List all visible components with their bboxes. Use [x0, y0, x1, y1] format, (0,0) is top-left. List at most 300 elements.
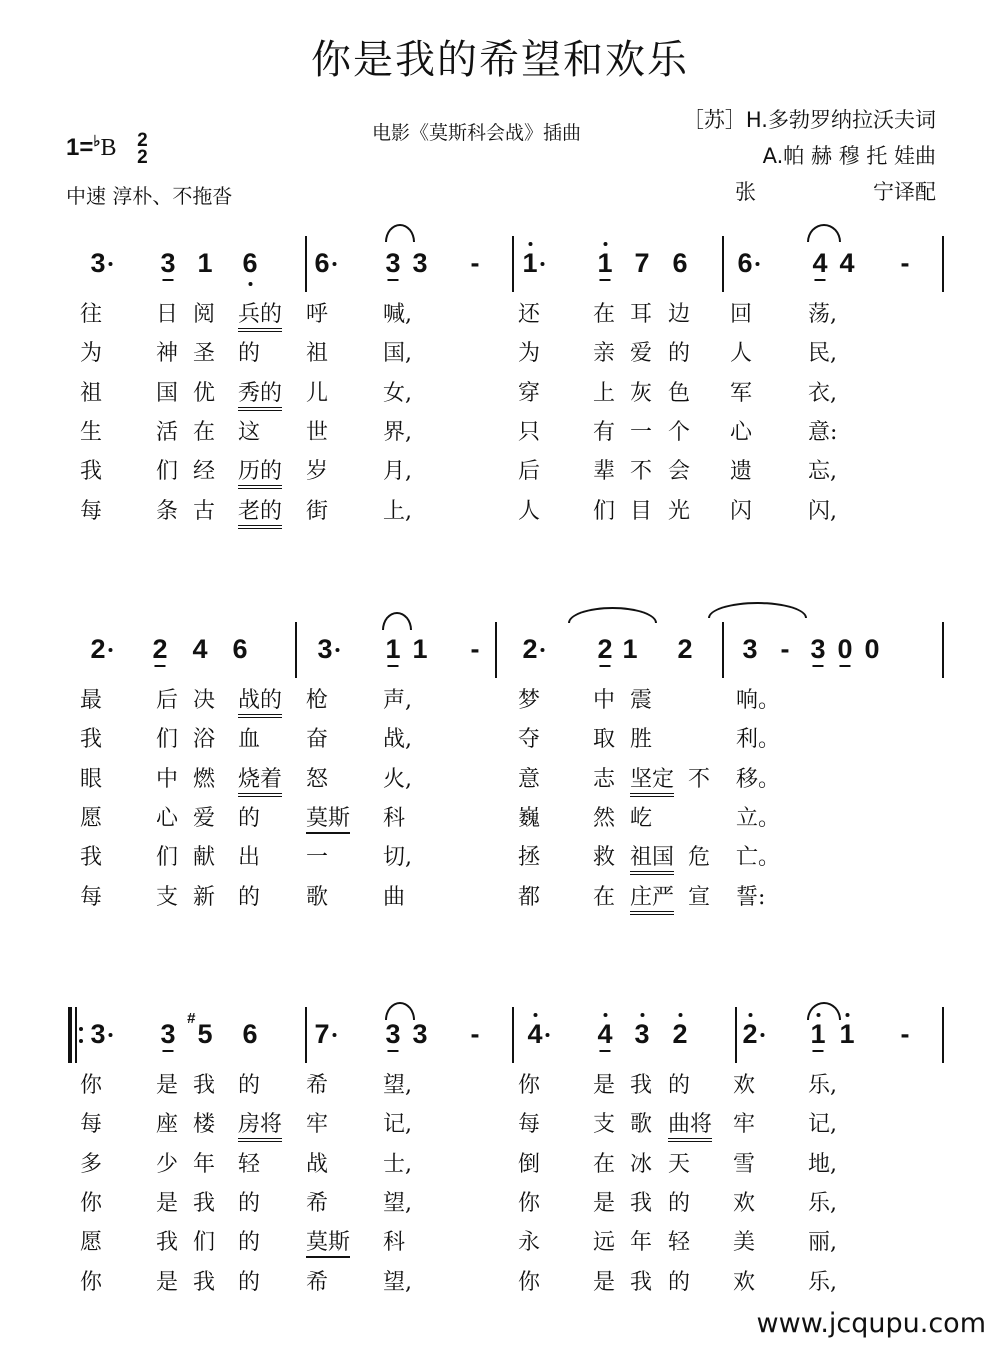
lyric-syllable: 后 [518, 459, 541, 485]
lyric-syllable: 怒 [306, 766, 329, 792]
note-dash [901, 1019, 910, 1049]
lyric-syllable: 色 [668, 380, 691, 406]
lyric-syllable: 民, [808, 341, 837, 367]
note [812, 248, 827, 278]
note [90, 634, 105, 664]
lyric-syllable: 望, [383, 1190, 412, 1216]
lyric-syllable: 界, [383, 419, 412, 445]
lyric-syllable: 年 [630, 1230, 653, 1256]
augmentation-dot [333, 262, 337, 266]
lyric-syllable: 是 [156, 1190, 179, 1216]
lyric-syllable: 我 [193, 1073, 216, 1098]
lyric-syllable: 望, [383, 1269, 412, 1295]
lyric-syllable: 志 [593, 766, 616, 792]
lyric-syllable: 是 [156, 1269, 179, 1295]
lyric-syllable: 倒 [518, 1151, 541, 1177]
barline [942, 622, 944, 678]
lyric-syllable: 们 [156, 845, 179, 871]
note-digit: 3 [160, 1019, 176, 1049]
lyric-syllable: 的 [668, 1190, 691, 1216]
lyric-syllable: 房将 [238, 1112, 282, 1142]
note-dash [471, 634, 480, 664]
lyric-syllable: 月, [383, 459, 412, 485]
composer-credit: A.帕 赫 穆 托 娃曲 [762, 144, 936, 168]
note-digit: 4 [597, 1019, 613, 1049]
note-digit: - [900, 248, 910, 278]
note [412, 248, 427, 278]
lyric-syllable: 不 [688, 766, 711, 792]
barline [495, 622, 497, 678]
lyric-syllable: 日 [156, 302, 179, 327]
lyric-syllable: 丽, [808, 1230, 837, 1256]
lyric-syllable: 亡。 [736, 845, 781, 871]
eighth-underline [387, 279, 398, 281]
lyric-syllable: 献 [193, 845, 216, 871]
high-octave-dot [603, 1013, 607, 1017]
lyric-syllable: 光 [668, 498, 691, 524]
note-digit: 1 [839, 1019, 855, 1049]
note [232, 634, 247, 664]
note-digit: 3 [385, 1019, 401, 1049]
note-digit: 1 [622, 634, 638, 664]
note-dash [471, 248, 480, 278]
lyric-syllable: 我 [80, 727, 103, 753]
note [412, 634, 427, 664]
lyric-syllable: 经 [193, 459, 216, 485]
lyric-syllable: 你 [518, 1073, 541, 1098]
lyric-syllable: 老的 [238, 499, 282, 529]
lyric-syllable: 支 [593, 1112, 616, 1138]
barline [942, 236, 944, 292]
lyric-syllable: 少 [156, 1151, 179, 1177]
source-note: 电影《莫斯科会战》插曲 [372, 122, 582, 144]
lyric-syllable: 的 [238, 884, 261, 910]
lyric-syllable: 们 [593, 498, 616, 524]
tie-arc [382, 612, 412, 630]
augmentation-dot [109, 1033, 113, 1037]
lyric-syllable: 美 [733, 1230, 756, 1256]
note [197, 248, 212, 278]
note-digit: 3 [412, 248, 428, 278]
note [242, 1019, 257, 1049]
note [742, 634, 757, 664]
lyric-syllable: 是 [593, 1190, 616, 1216]
lyric-syllable: 的 [238, 1269, 261, 1295]
note-digit: 6 [242, 248, 258, 278]
barline [512, 1007, 514, 1063]
note [839, 1019, 854, 1049]
lyric-syllable: 我 [630, 1073, 653, 1098]
lyric-syllable: 奋 [306, 727, 329, 753]
note [864, 634, 879, 664]
lyric-syllable: 我 [156, 1230, 179, 1256]
lyric-syllable: 耳 [630, 302, 653, 327]
eighth-underline [387, 1050, 398, 1052]
note [597, 248, 612, 278]
lyric-syllable: 宣 [688, 884, 711, 910]
lyric-syllable: 燃 [193, 766, 216, 792]
lyric-syllable: 人 [730, 341, 753, 367]
lyric-syllable: 喊, [383, 302, 412, 327]
eighth-underline [599, 665, 610, 667]
lyric-syllable: 会 [668, 459, 691, 485]
note-digit: 2 [677, 634, 693, 664]
eighth-underline [387, 665, 398, 667]
lyric-syllable: 声, [383, 688, 412, 713]
note [317, 634, 332, 664]
lyric-syllable: 雪 [733, 1151, 756, 1177]
lyric-syllable: 荡, [808, 302, 837, 327]
lyric-syllable: 呼 [306, 302, 329, 327]
lyric-syllable: 移。 [736, 766, 781, 792]
lyric-syllable: 这 [238, 419, 261, 445]
lyric-syllable: 愿 [80, 805, 103, 831]
flat-icon: ♭ [93, 133, 101, 150]
lyric-syllable: 枪 [306, 688, 329, 713]
tie-arc [807, 224, 841, 242]
lyric-syllable: 你 [80, 1269, 103, 1295]
lyric-syllable: 楼 [193, 1112, 216, 1138]
note-digit: 4 [812, 248, 828, 278]
lyric-syllable: 回 [730, 302, 753, 327]
note-digit: 3 [90, 248, 106, 278]
lyric-syllable: 希 [306, 1190, 329, 1216]
lyric-syllable: 烧着 [238, 767, 282, 797]
note-digit: 5 [197, 1019, 213, 1049]
lyric-syllable: 天 [668, 1151, 691, 1177]
note [839, 248, 854, 278]
barline [722, 622, 724, 678]
lyric-syllable: 曲将 [668, 1112, 712, 1142]
lyric-syllable: 的 [238, 1073, 261, 1098]
lyric-syllable: 我 [193, 1190, 216, 1216]
eighth-underline [154, 665, 165, 667]
note [160, 248, 175, 278]
note [522, 634, 537, 664]
key-prefix: 1= [66, 134, 94, 161]
lyric-syllable: 屹 [630, 805, 653, 831]
lyric-syllable: 往 [80, 302, 103, 327]
lyric-syllable: 眼 [80, 766, 103, 792]
lyric-syllable: 夺 [518, 727, 541, 753]
eighth-underline [812, 1050, 823, 1052]
lyric-syllable: 一 [630, 419, 653, 445]
note-digit: 6 [672, 248, 688, 278]
note [192, 634, 207, 664]
tie-arc [807, 1002, 841, 1020]
barline [942, 1007, 944, 1063]
lyric-syllable: 庄严 [630, 885, 674, 915]
lyric-syllable: 古 [193, 498, 216, 524]
lyric-syllable: 在 [193, 419, 216, 445]
lyric-syllable: 活 [156, 419, 179, 445]
note-digit: 6 [242, 1019, 258, 1049]
lyric-syllable: 忘, [808, 459, 837, 485]
lyric-syllable: 出 [238, 845, 261, 871]
eighth-underline [162, 1050, 173, 1052]
lyric-syllable: 的 [238, 1230, 261, 1256]
lyric-syllable: 遗 [730, 459, 753, 485]
lyric-syllable: 上, [383, 498, 412, 524]
lyric-syllable: 支 [156, 884, 179, 910]
key-signature [66, 130, 148, 166]
lyric-syllable: 永 [518, 1230, 541, 1256]
note-digit: 2 [672, 1019, 688, 1049]
lyric-syllable: 是 [156, 1073, 179, 1098]
lyric-syllable: 在 [593, 884, 616, 910]
note [385, 634, 400, 664]
lyric-syllable: 立。 [736, 805, 781, 831]
note [385, 1019, 400, 1049]
high-octave-dot [603, 242, 607, 246]
lyric-syllable: 军 [730, 380, 753, 406]
lyric-syllable: 年 [193, 1151, 216, 1177]
lyric-syllable: 一 [306, 845, 329, 871]
lyric-syllable: 后 [156, 688, 179, 713]
lyric-syllable: 愿 [80, 1230, 103, 1256]
tie-arc [385, 224, 415, 242]
lyric-syllable: 的 [668, 341, 691, 367]
lyric-syllable: 为 [80, 341, 103, 367]
lyric-syllable: 救 [593, 845, 616, 871]
lyric-syllable: 我 [193, 1269, 216, 1295]
time-signature [137, 129, 148, 168]
note [412, 1019, 427, 1049]
lyric-syllable: 乐, [808, 1269, 837, 1295]
note [672, 1019, 687, 1049]
lyric-syllable: 都 [518, 884, 541, 910]
note [522, 248, 537, 278]
note-digit: 6 [314, 248, 330, 278]
lyric-syllable: 决 [193, 688, 216, 713]
lyric-syllable: 中 [593, 688, 616, 713]
lyric-syllable: 优 [193, 380, 216, 406]
lyric-syllable: 目 [630, 498, 653, 524]
lyric-syllable: 乐, [808, 1190, 837, 1216]
lyric-syllable: 希 [306, 1269, 329, 1295]
lyric-syllable: 科 [383, 805, 406, 831]
lyric-syllable: 欢 [733, 1073, 756, 1098]
note-digit: - [470, 248, 480, 278]
note-digit: 2 [152, 634, 168, 664]
augmentation-dot [109, 262, 113, 266]
augmentation-dot [333, 1033, 337, 1037]
lyric-syllable: 欢 [733, 1269, 756, 1295]
time-bottom: 2 [137, 146, 148, 168]
note [90, 1019, 105, 1049]
low-octave-dot [248, 282, 252, 286]
lyric-syllable: 们 [193, 1230, 216, 1256]
lyricist-credit: ［苏］H.多勃罗纳拉沃夫词 [682, 108, 936, 132]
augmentation-dot [546, 1033, 550, 1037]
lyric-syllable: 上 [593, 380, 616, 406]
lyric-syllable: 莫斯 [306, 806, 350, 834]
high-octave-dot [845, 1013, 849, 1017]
lyric-syllable: 火, [383, 766, 412, 792]
lyric-syllable: 坚定 [630, 767, 674, 797]
note [810, 634, 825, 664]
note-digit: 3 [317, 634, 333, 664]
note-digit: 3 [90, 1019, 106, 1049]
lyric-syllable: 每 [80, 498, 103, 524]
lyric-syllable: 历的 [238, 459, 282, 489]
note-dash [471, 1019, 480, 1049]
note [622, 634, 637, 664]
note-digit: 0 [837, 634, 853, 664]
note [160, 1019, 175, 1049]
note-digit: 2 [597, 634, 613, 664]
lyric-syllable: 们 [156, 727, 179, 753]
tempo-marking: 中速 淳朴、不拖沓 [66, 184, 233, 208]
note [242, 248, 257, 278]
note-digit: 3 [412, 1019, 428, 1049]
lyric-syllable: 每 [518, 1112, 541, 1138]
tie-arc [568, 607, 657, 623]
lyric-syllable: 穿 [518, 380, 541, 406]
augmentation-dot [541, 262, 545, 266]
augmentation-dot [541, 648, 545, 652]
tie-arc [385, 1002, 415, 1020]
lyric-syllable: 的 [668, 1073, 691, 1098]
lyric-syllable: 响。 [736, 688, 781, 713]
lyric-syllable: 牢 [306, 1112, 329, 1138]
eighth-underline [814, 279, 825, 281]
lyric-syllable: 秀的 [238, 381, 282, 411]
lyric-syllable: 的 [668, 1269, 691, 1295]
lyric-syllable: 科 [383, 1230, 406, 1256]
note-digit: - [470, 1019, 480, 1049]
time-top: 2 [137, 129, 148, 151]
lyric-syllable: 还 [518, 302, 541, 327]
lyric-syllable: 牢 [733, 1112, 756, 1138]
note-digit: 1 [597, 248, 613, 278]
lyric-syllable: 意: [808, 419, 838, 445]
note [187, 1010, 213, 1049]
note-digit: 3 [810, 634, 826, 664]
note-digit: 6 [737, 248, 753, 278]
lyric-syllable: 闪, [808, 498, 837, 524]
lyric-syllable: 在 [593, 302, 616, 327]
lyric-syllable: 最 [80, 688, 103, 713]
lyric-syllable: 你 [80, 1073, 103, 1098]
lyric-syllable: 人 [518, 498, 541, 524]
note [597, 1019, 612, 1049]
lyric-syllable: 我 [630, 1190, 653, 1216]
repeat-dot [79, 1027, 83, 1031]
lyric-syllable: 震 [630, 688, 653, 713]
lyric-syllable: 你 [518, 1269, 541, 1295]
lyric-syllable: 街 [306, 498, 329, 524]
lyric-syllable: 我 [80, 845, 103, 871]
barline [295, 622, 297, 678]
lyric-syllable: 每 [80, 1112, 103, 1138]
note-digit: - [900, 1019, 910, 1049]
tie-arc [708, 602, 807, 618]
note-digit: 3 [634, 1019, 650, 1049]
note [742, 1019, 757, 1049]
lyric-syllable: 取 [593, 727, 616, 753]
note [385, 248, 400, 278]
note [152, 634, 167, 664]
lyric-syllable: 远 [593, 1230, 616, 1256]
note-digit: 1 [385, 634, 401, 664]
augmentation-dot [336, 648, 340, 652]
note-digit: 1 [197, 248, 213, 278]
augmentation-dot [109, 648, 113, 652]
lyric-syllable: 欢 [733, 1190, 756, 1216]
note-digit: 0 [864, 634, 880, 664]
lyric-syllable: 条 [156, 498, 179, 524]
eighth-underline [599, 1050, 610, 1052]
note-digit: 7 [634, 248, 650, 278]
note-digit: 1 [412, 634, 428, 664]
lyric-syllable: 心 [730, 419, 753, 445]
sharp-icon: # [187, 1010, 196, 1027]
note-digit: 4 [192, 634, 208, 664]
note-digit: - [470, 634, 480, 664]
lyric-syllable: 歌 [630, 1112, 653, 1138]
lyric-syllable: 我 [630, 1269, 653, 1295]
high-octave-dot [678, 1013, 682, 1017]
lyric-syllable: 的 [238, 805, 261, 831]
lyric-syllable: 祖国 [630, 845, 674, 875]
lyric-syllable: 战的 [238, 688, 282, 718]
lyric-syllable: 国, [383, 341, 412, 367]
repeat-dot [79, 1039, 83, 1043]
lyric-syllable: 辈 [593, 459, 616, 485]
note-dash [781, 634, 790, 664]
lyric-syllable: 地, [808, 1151, 837, 1177]
note-digit: 4 [839, 248, 855, 278]
lyric-syllable: 心 [156, 805, 179, 831]
lyric-syllable: 灰 [630, 380, 653, 406]
lyric-syllable: 战, [383, 727, 412, 753]
lyric-syllable: 切, [383, 845, 412, 871]
lyric-syllable: 中 [156, 766, 179, 792]
lyric-syllable: 边 [668, 302, 691, 327]
note-digit: 2 [742, 1019, 758, 1049]
lyric-syllable: 女, [383, 380, 412, 406]
note-digit: 6 [232, 634, 248, 664]
repeat-start-barline [68, 1007, 72, 1063]
lyric-syllable: 誓: [736, 884, 766, 910]
lyric-syllable: 每 [80, 884, 103, 910]
augmentation-dot [761, 1033, 765, 1037]
lyric-syllable: 意 [518, 766, 541, 792]
watermark: www.jcqupu.com [756, 1308, 986, 1339]
high-octave-dot [640, 1013, 644, 1017]
note [527, 1019, 542, 1049]
note-digit: - [780, 634, 790, 664]
barline [305, 236, 307, 292]
lyric-syllable: 拯 [518, 845, 541, 871]
lyric-syllable: 只 [518, 419, 541, 445]
lyric-syllable: 你 [518, 1190, 541, 1216]
note-digit: 2 [522, 634, 538, 664]
lyric-syllable: 岁 [306, 459, 329, 485]
note-digit: 3 [160, 248, 176, 278]
eighth-underline [812, 665, 823, 667]
lyric-syllable: 轻 [668, 1230, 691, 1256]
lyric-syllable: 个 [668, 419, 691, 445]
barline [305, 1007, 307, 1063]
lyric-syllable: 希 [306, 1073, 329, 1098]
note-digit: 3 [742, 634, 758, 664]
lyric-syllable: 多 [80, 1151, 103, 1177]
note-dash [901, 248, 910, 278]
high-octave-dot [816, 1013, 820, 1017]
lyric-syllable: 曲 [383, 884, 406, 910]
